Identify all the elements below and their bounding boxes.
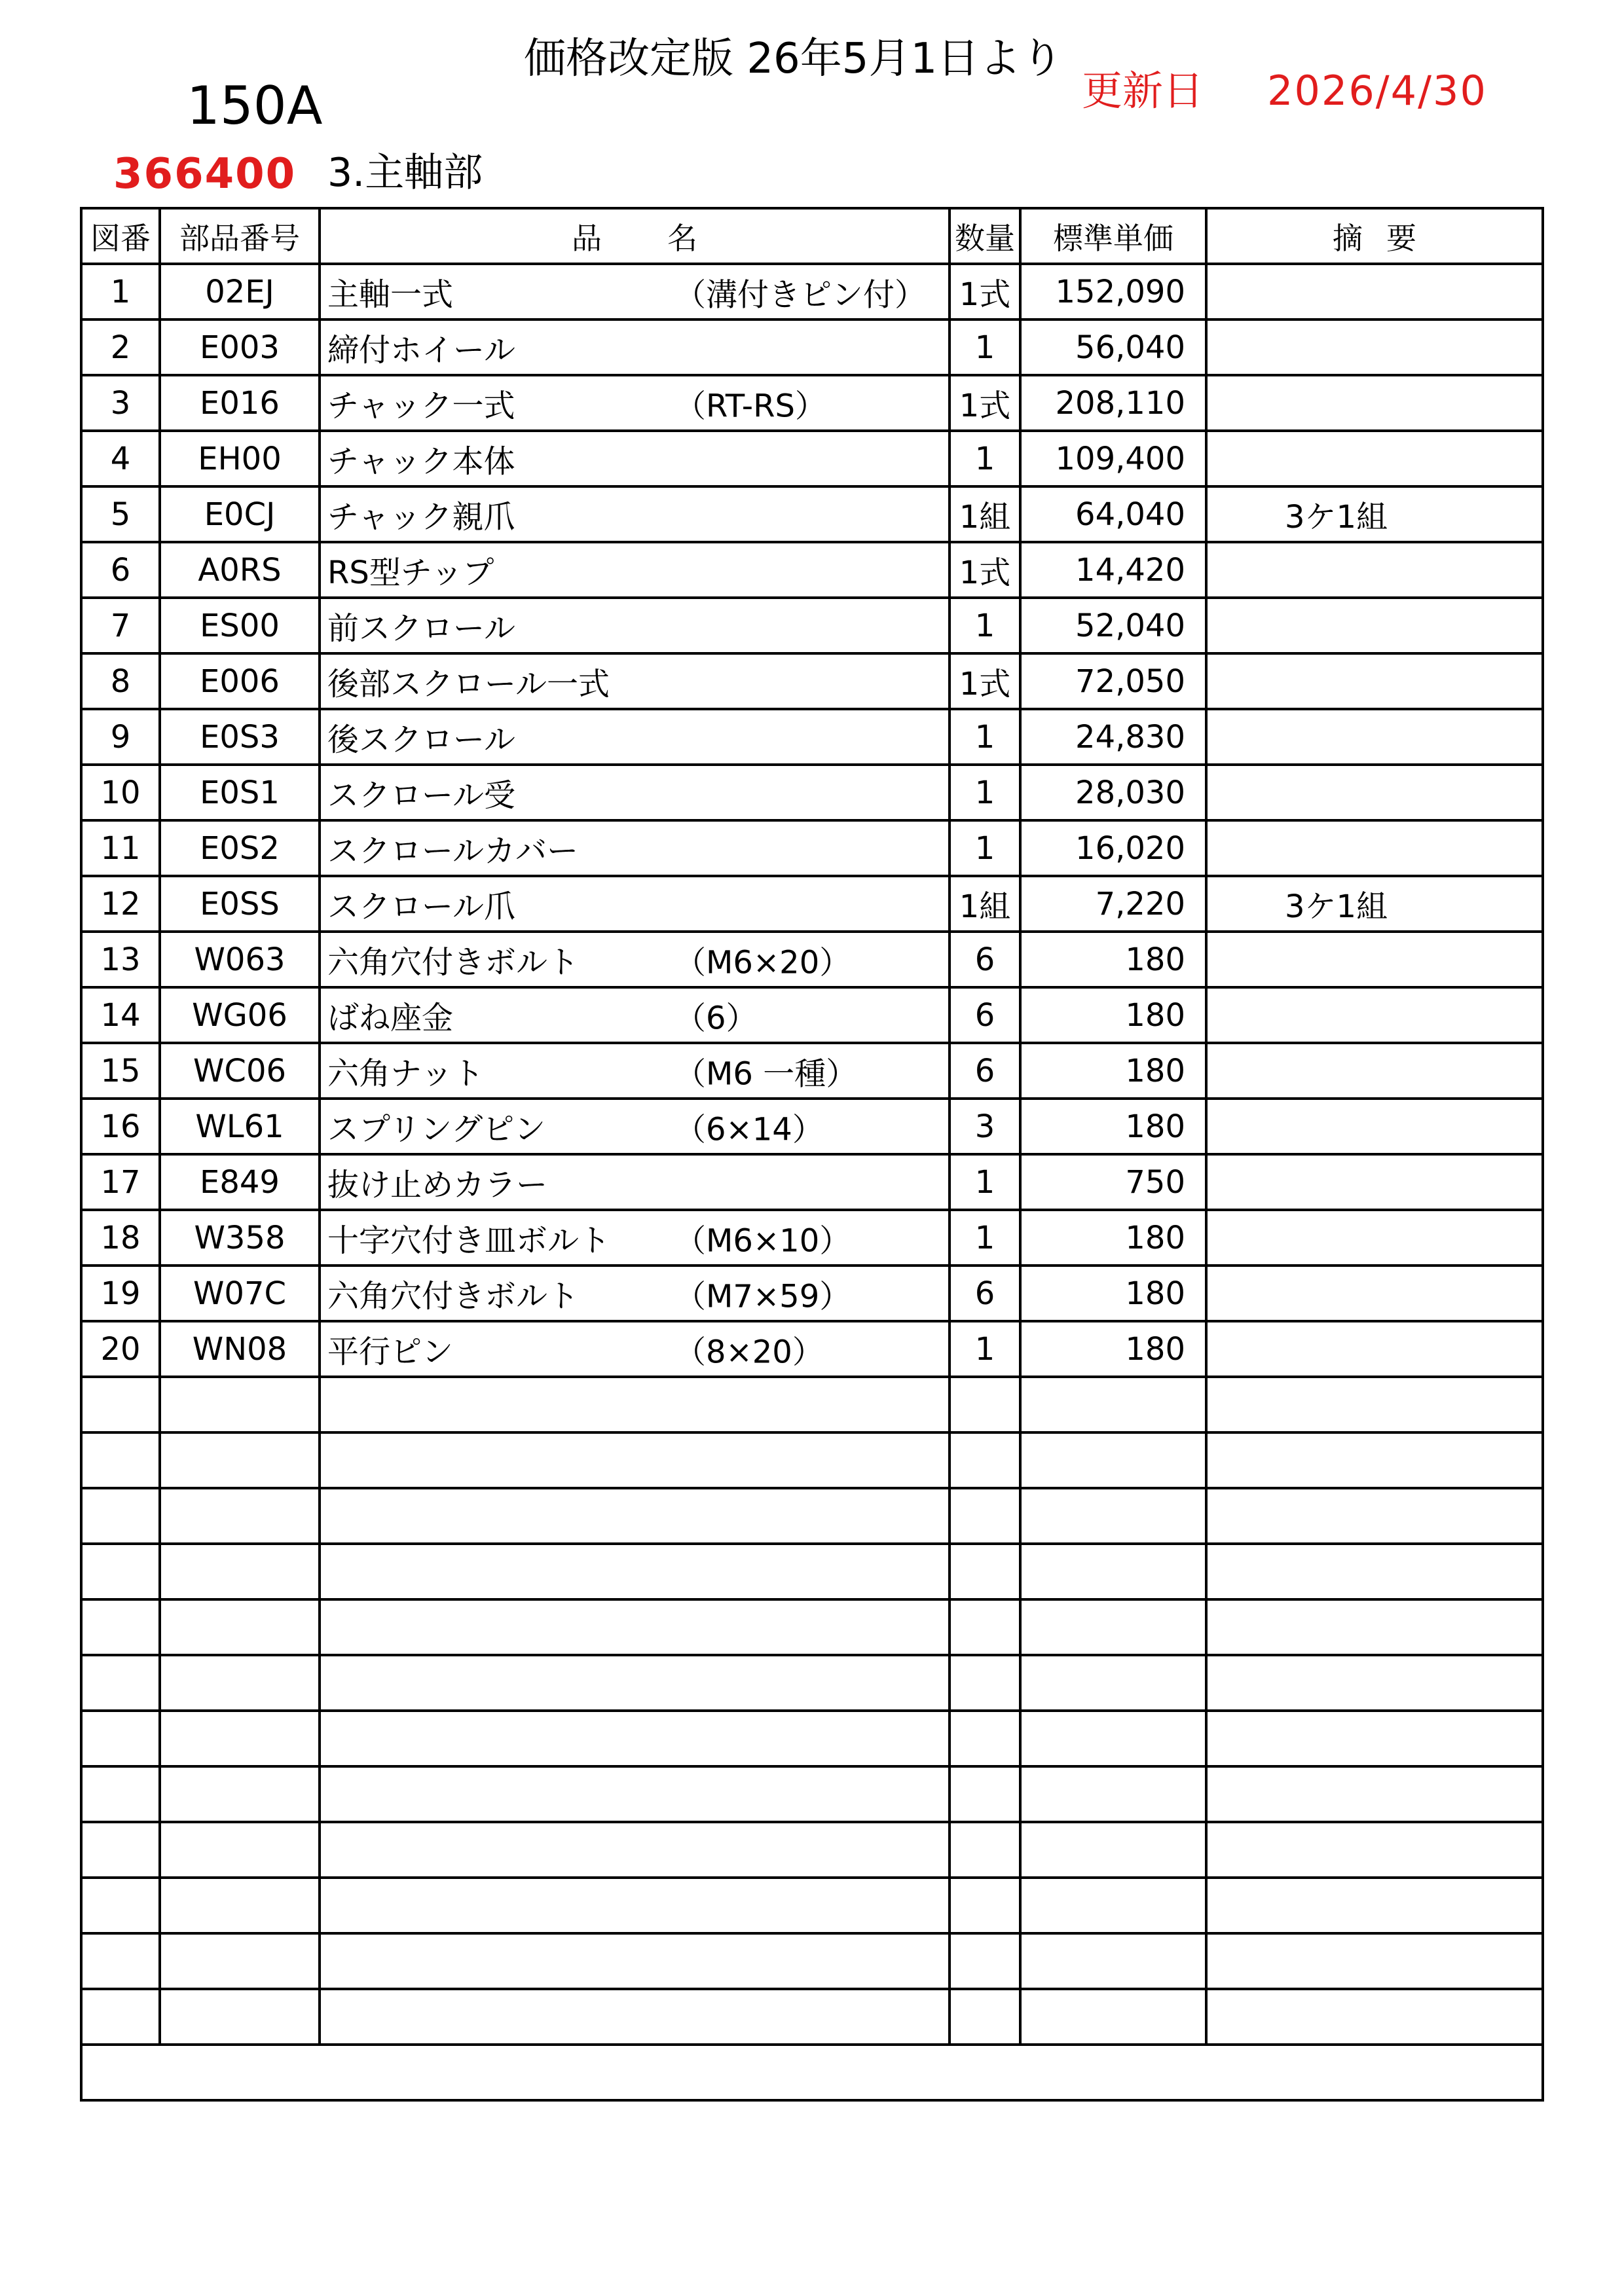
part-no-cell <box>160 1432 320 1488</box>
part-name: スクロール爪 <box>327 888 516 925</box>
fig-no-cell <box>81 1432 160 1488</box>
fig-no-cell: 20 <box>81 1321 160 1377</box>
fig-no-cell: 10 <box>81 765 160 820</box>
part-code: 366400 <box>113 150 297 198</box>
table-row <box>81 598 1543 653</box>
part-name-cell <box>320 1099 950 1154</box>
remarks-cell <box>1206 1210 1543 1266</box>
quantity-cell: 6 <box>950 1266 1020 1321</box>
part-name-cell <box>320 319 950 375</box>
part-name-cell <box>320 1210 950 1266</box>
header-unit-price: 標準単価 <box>1020 208 1206 264</box>
quantity-cell <box>950 1766 1020 1822</box>
part-name: チャック本体 <box>327 443 515 480</box>
part-spec: （M6×10） <box>674 1222 851 1259</box>
quantity-cell <box>950 1933 1020 1989</box>
table-row <box>81 1822 1543 1878</box>
unit-price-cell <box>1020 1766 1206 1822</box>
quantity-cell: 1 <box>950 431 1020 486</box>
remarks-cell <box>1206 1043 1543 1099</box>
fig-no-cell <box>81 1711 160 1766</box>
part-no-cell <box>160 1377 320 1432</box>
unit-price-cell: 180 <box>1020 1266 1206 1321</box>
part-name-cell <box>320 709 950 765</box>
part-no-cell <box>160 1711 320 1766</box>
remarks-cell <box>1206 1321 1543 1377</box>
part-no-cell: E016 <box>160 375 320 431</box>
part-name-cell <box>320 1599 950 1655</box>
part-name: ばね座金 <box>327 1000 454 1036</box>
remarks-cell <box>1206 1599 1543 1655</box>
fig-no-cell: 13 <box>81 932 160 987</box>
unit-price-cell: 28,030 <box>1020 765 1206 820</box>
quantity-cell <box>950 1488 1020 1544</box>
remarks-cell <box>1206 1154 1543 1210</box>
part-no-cell: E0CJ <box>160 486 320 542</box>
parts-price-table <box>80 207 1544 2102</box>
part-no-cell <box>160 1878 320 1933</box>
part-name-cell <box>320 1377 950 1432</box>
remarks-cell <box>1206 598 1543 653</box>
fig-no-cell: 1 <box>81 264 160 319</box>
update-date-label: 更新日 <box>1082 67 1204 115</box>
fig-no-cell: 18 <box>81 1210 160 1266</box>
part-name: 六角穴付きボルト <box>327 1278 580 1315</box>
fig-no-cell: 5 <box>81 486 160 542</box>
remarks-cell <box>1206 1989 1543 2045</box>
fig-no-cell <box>81 1766 160 1822</box>
part-name-cell <box>320 542 950 598</box>
unit-price-cell: 180 <box>1020 1210 1206 1266</box>
part-name: 六角ナット <box>327 1055 485 1092</box>
quantity-cell: 1 <box>950 820 1020 876</box>
unit-price-cell <box>1020 1655 1206 1711</box>
quantity-cell: 6 <box>950 932 1020 987</box>
fig-no-cell <box>81 1377 160 1432</box>
part-name-cell <box>320 431 950 486</box>
part-no-cell: EH00 <box>160 431 320 486</box>
part-no-cell: E0S1 <box>160 765 320 820</box>
quantity-cell: 6 <box>950 987 1020 1043</box>
part-no-cell: WL61 <box>160 1099 320 1154</box>
table-row <box>81 709 1543 765</box>
table-row <box>81 1599 1543 1655</box>
fig-no-cell <box>81 1544 160 1599</box>
part-no-cell <box>160 1933 320 1989</box>
part-name-cell <box>320 1266 950 1321</box>
table-row <box>81 1766 1543 1822</box>
remarks-cell <box>1206 1655 1543 1711</box>
remarks-cell <box>1206 1933 1543 1989</box>
part-name-cell <box>320 264 950 319</box>
fig-no-cell <box>81 1655 160 1711</box>
fig-no-cell: 6 <box>81 542 160 598</box>
table-row <box>81 1711 1543 1766</box>
part-name-cell <box>320 1989 950 2045</box>
table-row <box>81 1989 1543 2045</box>
part-name-cell <box>320 932 950 987</box>
table-row <box>81 1544 1543 1599</box>
quantity-cell: 3 <box>950 1099 1020 1154</box>
fig-no-cell: 4 <box>81 431 160 486</box>
part-name: RS型チップ <box>327 555 494 591</box>
quantity-cell: 1 <box>950 1154 1020 1210</box>
table-row <box>81 431 1543 486</box>
header-remarks-2: 要 <box>1386 220 1416 256</box>
remarks-cell <box>1206 542 1543 598</box>
part-name-cell <box>320 486 950 542</box>
unit-price-cell <box>1020 1488 1206 1544</box>
header-fig-no: 図番 <box>81 208 160 264</box>
quantity-cell: 1式 <box>950 653 1020 709</box>
quantity-cell <box>950 1599 1020 1655</box>
fig-no-cell <box>81 1822 160 1878</box>
part-name: チャック一式 <box>327 388 515 424</box>
quantity-cell: 1 <box>950 598 1020 653</box>
fig-no-cell: 11 <box>81 820 160 876</box>
part-spec: （6） <box>674 1000 758 1036</box>
unit-price-cell: 180 <box>1020 1099 1206 1154</box>
quantity-cell: 1組 <box>950 486 1020 542</box>
remarks-cell: 3ケ1組 <box>1206 486 1543 542</box>
table-row <box>81 375 1543 431</box>
part-name-cell <box>320 1878 950 1933</box>
part-name-cell <box>320 1933 950 1989</box>
part-name-cell <box>320 1488 950 1544</box>
header-part-no: 部品番号 <box>160 208 320 264</box>
part-name: 後スクロール <box>327 721 516 758</box>
unit-price-cell: 180 <box>1020 1321 1206 1377</box>
header-part-name <box>320 208 950 264</box>
fig-no-cell <box>81 1878 160 1933</box>
unit-price-cell <box>1020 1544 1206 1599</box>
part-no-cell: WC06 <box>160 1043 320 1099</box>
remarks-cell <box>1206 1266 1543 1321</box>
part-no-cell <box>160 1488 320 1544</box>
quantity-cell <box>950 1655 1020 1711</box>
unit-price-cell: 180 <box>1020 1043 1206 1099</box>
quantity-cell: 1式 <box>950 542 1020 598</box>
part-no-cell: A0RS <box>160 542 320 598</box>
part-no-cell: E003 <box>160 319 320 375</box>
part-name: 十字穴付き皿ボルト <box>327 1222 611 1259</box>
part-name: スクロール受 <box>327 777 516 814</box>
part-no-cell <box>160 1599 320 1655</box>
section-name: 3.主軸部 <box>327 150 483 196</box>
unit-price-cell: 24,830 <box>1020 709 1206 765</box>
part-name-cell <box>320 1544 950 1599</box>
part-name: スプリングピン <box>327 1111 546 1148</box>
quantity-cell: 1式 <box>950 264 1020 319</box>
remarks-cell <box>1206 319 1543 375</box>
part-name-cell <box>320 1432 950 1488</box>
table-header-row <box>81 208 1543 264</box>
part-no-cell <box>160 1544 320 1599</box>
remarks-cell <box>1206 653 1543 709</box>
part-name: スクロールカバー <box>327 833 579 869</box>
part-no-cell: E0SS <box>160 876 320 932</box>
fig-no-cell: 12 <box>81 876 160 932</box>
table-row <box>81 486 1543 542</box>
remarks-cell <box>1206 1488 1543 1544</box>
part-no-cell: W07C <box>160 1266 320 1321</box>
unit-price-cell: 208,110 <box>1020 375 1206 431</box>
table-row <box>81 1043 1543 1099</box>
remarks-cell <box>1206 709 1543 765</box>
remarks-cell <box>1206 1099 1543 1154</box>
part-name-cell <box>320 876 950 932</box>
fig-no-cell: 9 <box>81 709 160 765</box>
quantity-cell: 1 <box>950 709 1020 765</box>
part-no-cell: WN08 <box>160 1321 320 1377</box>
part-no-cell: WG06 <box>160 987 320 1043</box>
part-no-cell: E0S2 <box>160 820 320 876</box>
part-no-cell: W063 <box>160 932 320 987</box>
part-name-cell <box>320 987 950 1043</box>
part-no-cell <box>160 1822 320 1878</box>
remarks-cell <box>1206 932 1543 987</box>
header-remarks <box>1206 208 1543 264</box>
fig-no-cell: 15 <box>81 1043 160 1099</box>
quantity-cell <box>950 1544 1020 1599</box>
part-name: 締付ホイール <box>327 332 516 369</box>
table-row <box>81 1432 1543 1488</box>
unit-price-cell <box>1020 1599 1206 1655</box>
part-spec: （RT-RS） <box>674 388 826 424</box>
remarks-cell <box>1206 820 1543 876</box>
part-spec: （6×14） <box>674 1111 824 1148</box>
header-part-name-2: 名 <box>667 220 697 256</box>
part-name-cell <box>320 1711 950 1766</box>
quantity-cell: 1 <box>950 319 1020 375</box>
header-remarks-1: 摘 <box>1333 220 1363 256</box>
fig-no-cell: 2 <box>81 319 160 375</box>
header-quantity: 数量 <box>950 208 1020 264</box>
unit-price-cell <box>1020 1711 1206 1766</box>
table-row <box>81 1099 1543 1154</box>
quantity-cell <box>950 1822 1020 1878</box>
part-spec: （M6 一種） <box>674 1055 858 1092</box>
part-spec: （M7×59） <box>674 1278 851 1315</box>
remarks-cell <box>1206 375 1543 431</box>
quantity-cell: 1式 <box>950 375 1020 431</box>
table-row <box>81 1878 1543 1933</box>
part-no-cell: W358 <box>160 1210 320 1266</box>
fig-no-cell: 19 <box>81 1266 160 1321</box>
quantity-cell <box>950 1878 1020 1933</box>
table-footer-cell <box>81 2045 1543 2100</box>
part-name: 六角穴付きボルト <box>327 944 580 981</box>
unit-price-cell <box>1020 1822 1206 1878</box>
table-row <box>81 1655 1543 1711</box>
part-name-cell <box>320 375 950 431</box>
table-row <box>81 1154 1543 1210</box>
fig-no-cell <box>81 1933 160 1989</box>
part-spec: （8×20） <box>674 1334 824 1370</box>
table-row <box>81 876 1543 932</box>
table-row <box>81 319 1543 375</box>
unit-price-cell: 750 <box>1020 1154 1206 1210</box>
part-no-cell: 02EJ <box>160 264 320 319</box>
model-code: 150A <box>187 75 323 136</box>
remarks-cell <box>1206 1766 1543 1822</box>
fig-no-cell <box>81 1989 160 2045</box>
part-name: 前スクロール <box>327 610 516 647</box>
part-no-cell <box>160 1989 320 2045</box>
remarks-cell <box>1206 1711 1543 1766</box>
part-no-cell <box>160 1766 320 1822</box>
part-spec: （溝付きピン付） <box>674 276 927 313</box>
remarks-cell <box>1206 1377 1543 1432</box>
table-row <box>81 264 1543 319</box>
unit-price-cell: 16,020 <box>1020 820 1206 876</box>
table-row <box>81 542 1543 598</box>
remarks-cell <box>1206 264 1543 319</box>
header-part-name-1: 品 <box>572 220 602 256</box>
part-name-cell <box>320 1766 950 1822</box>
quantity-cell <box>950 1989 1020 2045</box>
table-row <box>81 1488 1543 1544</box>
unit-price-cell: 7,220 <box>1020 876 1206 932</box>
table-row <box>81 1377 1543 1432</box>
fig-no-cell <box>81 1488 160 1544</box>
fig-no-cell: 8 <box>81 653 160 709</box>
table-row <box>81 653 1543 709</box>
remarks-cell <box>1206 1822 1543 1878</box>
fig-no-cell: 14 <box>81 987 160 1043</box>
part-name-cell <box>320 1043 950 1099</box>
part-name-cell <box>320 653 950 709</box>
fig-no-cell: 3 <box>81 375 160 431</box>
fig-no-cell <box>81 1599 160 1655</box>
part-name: 抜け止めカラー <box>327 1167 548 1203</box>
remarks-cell: 3ケ1組 <box>1206 876 1543 932</box>
remarks-cell <box>1206 1544 1543 1599</box>
quantity-cell: 1組 <box>950 876 1020 932</box>
part-name-cell <box>320 598 950 653</box>
unit-price-cell: 180 <box>1020 932 1206 987</box>
remarks-cell <box>1206 987 1543 1043</box>
table-footer-row <box>81 2045 1543 2100</box>
table-row <box>81 820 1543 876</box>
part-no-cell: ES00 <box>160 598 320 653</box>
unit-price-cell <box>1020 1377 1206 1432</box>
fig-no-cell: 7 <box>81 598 160 653</box>
part-name: 後部スクロール一式 <box>327 666 610 702</box>
table-row <box>81 1266 1543 1321</box>
parts-table-body <box>81 264 1543 2045</box>
part-spec: （M6×20） <box>674 944 851 981</box>
part-name-cell <box>320 820 950 876</box>
unit-price-cell <box>1020 1432 1206 1488</box>
quantity-cell: 1 <box>950 1321 1020 1377</box>
part-no-cell: E0S3 <box>160 709 320 765</box>
table-row <box>81 987 1543 1043</box>
part-name-cell <box>320 1655 950 1711</box>
part-no-cell: E849 <box>160 1154 320 1210</box>
quantity-cell: 1 <box>950 765 1020 820</box>
update-date-value: 2026/4/30 <box>1267 67 1487 115</box>
table-row <box>81 1321 1543 1377</box>
part-name-cell <box>320 1822 950 1878</box>
table-row <box>81 932 1543 987</box>
unit-price-cell <box>1020 1989 1206 2045</box>
document-title: 価格改定版 26年5月1日より <box>524 35 1063 83</box>
unit-price-cell <box>1020 1878 1206 1933</box>
unit-price-cell: 109,400 <box>1020 431 1206 486</box>
fig-no-cell: 16 <box>81 1099 160 1154</box>
part-no-cell: E006 <box>160 653 320 709</box>
fig-no-cell: 17 <box>81 1154 160 1210</box>
table-row <box>81 1933 1543 1989</box>
part-name-cell <box>320 765 950 820</box>
quantity-cell <box>950 1432 1020 1488</box>
part-name: 主軸一式 <box>327 276 454 313</box>
part-name: チャック親爪 <box>327 499 515 536</box>
unit-price-cell: 52,040 <box>1020 598 1206 653</box>
unit-price-cell: 14,420 <box>1020 542 1206 598</box>
quantity-cell <box>950 1377 1020 1432</box>
part-name: 平行ピン <box>327 1334 454 1370</box>
remarks-cell <box>1206 765 1543 820</box>
unit-price-cell: 56,040 <box>1020 319 1206 375</box>
part-name-cell <box>320 1321 950 1377</box>
unit-price-cell: 180 <box>1020 987 1206 1043</box>
table-row <box>81 1210 1543 1266</box>
unit-price-cell: 152,090 <box>1020 264 1206 319</box>
remarks-cell <box>1206 431 1543 486</box>
unit-price-cell <box>1020 1933 1206 1989</box>
quantity-cell: 6 <box>950 1043 1020 1099</box>
remarks-cell <box>1206 1432 1543 1488</box>
quantity-cell: 1 <box>950 1210 1020 1266</box>
remarks-cell <box>1206 1878 1543 1933</box>
unit-price-cell: 64,040 <box>1020 486 1206 542</box>
quantity-cell <box>950 1711 1020 1766</box>
part-name-cell <box>320 1154 950 1210</box>
table-row <box>81 765 1543 820</box>
part-no-cell <box>160 1655 320 1711</box>
unit-price-cell: 72,050 <box>1020 653 1206 709</box>
